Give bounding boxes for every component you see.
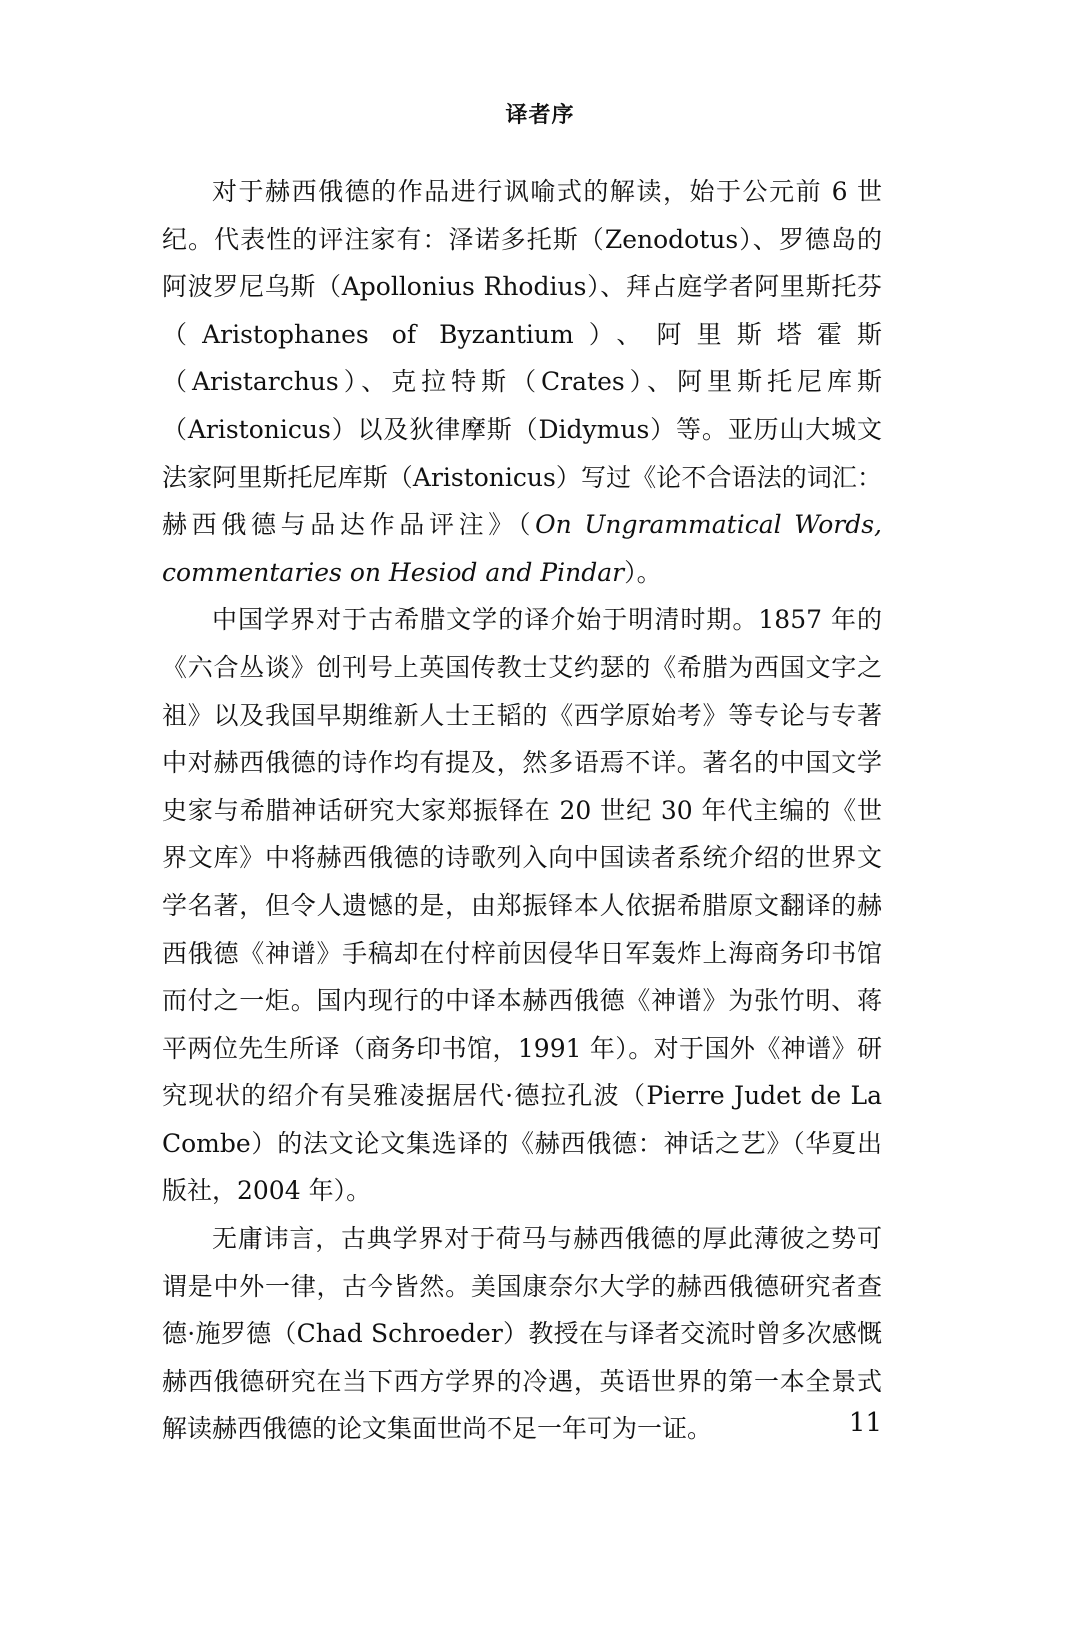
paragraph-1-end: ）。 [624, 557, 662, 587]
paragraph-1 [162, 168, 882, 596]
body-text [162, 168, 882, 1453]
page-number: 11 [848, 1408, 882, 1438]
paragraph-1-text: 对于赫西俄德的作品进行讽喻式的解读，始于公元前 6 世纪。代表性的评注家有：泽诺多托斯（Zenodotus）、罗德岛的阿波罗尼乌斯（Apollonius Rhodius）、拜占庭学者阿里斯托芬（Aristophanes of Byzantium）、阿里斯塔霍斯（Aristarchus）、克拉特斯（Crates）、阿里斯托尼库斯（Aristonicus）以及狄律摩斯（Didymus）等。亚历山大城文法家阿里斯托尼库斯（Aristonicus）写过《论不合语法的词汇：赫西俄德与品达作品评注》（ [162, 177, 882, 540]
paragraph-3: 无庸讳言，古典学界对于荷马与赫西俄德的厚此薄彼之势可谓是中外一律，古今皆然。美国康奈尔大学的赫西俄德研究者查德·施罗德（Chad Schroeder）教授在与译者交流时曾多次感慨赫西俄德研究在当下西方学界的冷遇，英语世界的第一本全景式解读赫西俄德的论文集面世尚不足一年可为一证。 [162, 1224, 882, 1444]
italic-book-title: On Ungrammatical Words, commentaries on Hesiod and Pindar [162, 510, 882, 587]
running-header: 译者序 [505, 102, 575, 128]
paragraph-2: 中国学界对于古希腊文学的译介始于明清时期。1857 年的《六合丛谈》创刊号上英国传教士艾约瑟的《希腊为西国文字之祖》以及我国早期维新人士王韬的《西学原始考》等专论与专著中对赫西俄德的诗作均有提及，然多语焉不详。著名的中国文学史家与希腊神话研究大家郑振铎在 20 世纪 30 年代主编的《世界文库》中将赫西俄德的诗歌列入向中国读者系统介绍的世界文学名著，但令人遗憾的是，由郑振铎本人依据希腊原文翻译的赫西俄德《神谱》手稿却在付梓前因侵华日军轰炸上海商务印书馆而付之一炬。国内现行的中译本赫西俄德《神谱》为张竹明、蒋平两位先生所译（商务印书馆，1991 年）。对于国外《神谱》研究现状的绍介有吴雅凌据居代·德拉孔波（Pierre Judet de La Combe）的法文论文集选译的《赫西俄德：神话之艺》（华夏出版社，2004 年）。 [162, 605, 882, 1206]
